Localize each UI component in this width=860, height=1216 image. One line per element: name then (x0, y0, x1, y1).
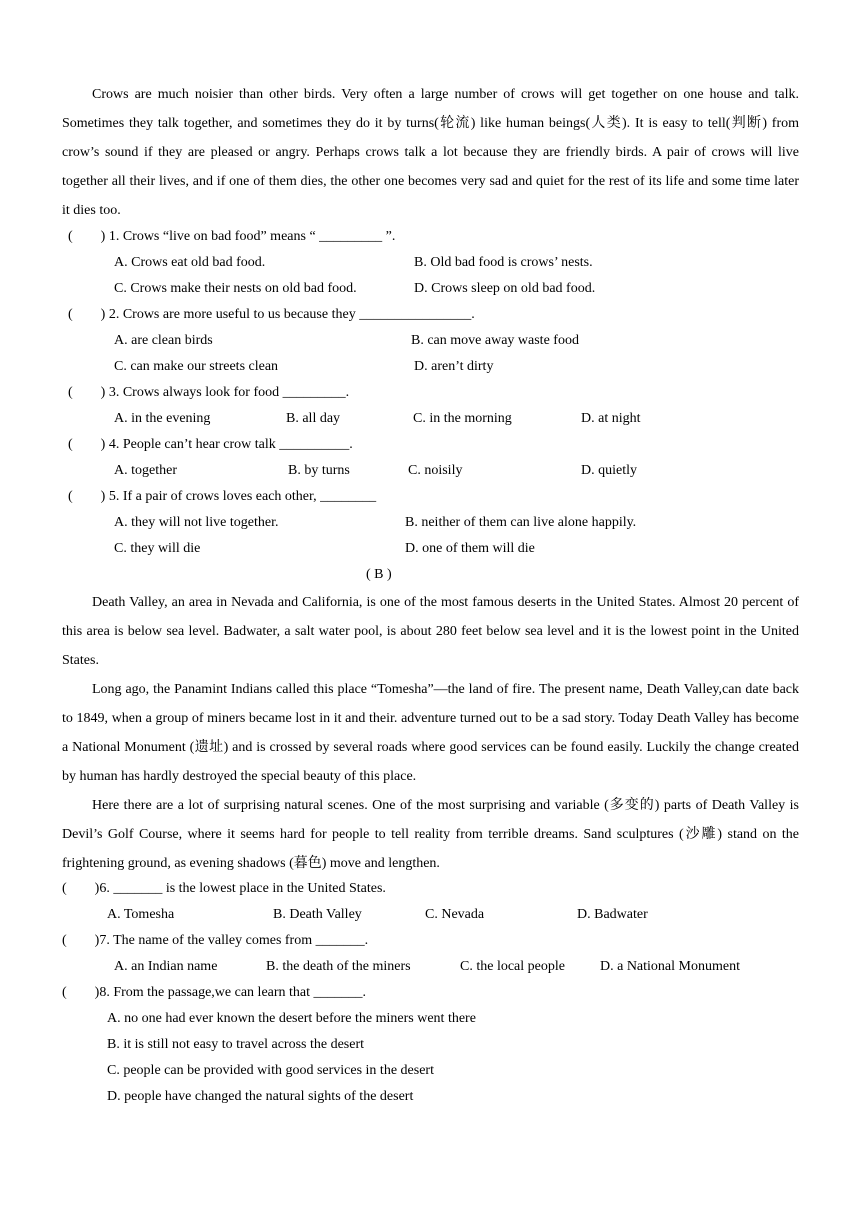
q8-option-d: D. people have changed the natural sights of the desert (107, 1089, 414, 1104)
q4-option-c: C. noisily (408, 463, 463, 478)
question-3: ( ) 3. Crows always look for food _________. (68, 385, 350, 400)
question-4: ( ) 4. People can’t hear crow talk __________. (68, 437, 353, 452)
q3-option-c: C. in the morning (413, 411, 512, 426)
question-6: ( )6. _______ is the lowest place in the United States. (62, 881, 386, 896)
passage-b-paragraph-2: Long ago, the Panamint Indians called this place “Tomesha”—the land of fire. The present name, Death Valley,can date back to 1849, when a group of miners became lost in it and their. adventure turned out to be a sad story. Today Death Valley has become a National Monument (遗址) and is crossed by several roads where good services can be found easily. Luckily the change created by human has hardly destroyed the special beauty of this place. (62, 682, 799, 784)
q8-option-c: C. people can be provided with good services in the desert (107, 1063, 434, 1078)
q1-option-a: A. Crows eat old bad food. (114, 255, 266, 270)
question-7: ( )7. The name of the valley comes from _______. (62, 933, 369, 948)
q4-option-d: D. quietly (581, 463, 637, 478)
q2-option-c: C. can make our streets clean (114, 359, 279, 374)
passage-b-paragraph-1: Death Valley, an area in Nevada and California, is one of the most famous deserts in the United States. Almost 20 percent of this area is below sea level. Badwater, a salt water pool, is about 280 feet below sea level and it is the lowest point in the United States. (62, 595, 799, 668)
q1-option-c: C. Crows make their nests on old bad food. (114, 281, 357, 296)
q5-option-d: D. one of them will die (405, 541, 535, 556)
question-8: ( )8. From the passage,we can learn that _______. (62, 985, 367, 1000)
q7-option-c: C. the local people (460, 959, 565, 974)
q3-option-d: D. at night (581, 411, 641, 426)
question-5: ( ) 5. If a pair of crows loves each other, ________ (68, 489, 377, 504)
q3-option-a: A. in the evening (114, 411, 211, 426)
q7-option-b: B. the death of the miners (266, 959, 411, 974)
q1-option-d: D. Crows sleep on old bad food. (414, 281, 596, 296)
section-b-heading: ( B ) (366, 567, 392, 582)
q1-option-b: B. Old bad food is crows’ nests. (414, 255, 593, 270)
q8-option-b: B. it is still not easy to travel across the desert (107, 1037, 365, 1052)
q5-option-b: B. neither of them can live alone happily. (405, 515, 637, 530)
q6-option-b: B. Death Valley (273, 907, 362, 922)
q2-option-a: A. are clean birds (114, 333, 213, 348)
q7-option-a: A. an Indian name (114, 959, 218, 974)
q2-option-d: D. aren’t dirty (414, 359, 494, 374)
q6-option-a: A. Tomesha (107, 907, 175, 922)
q4-option-b: B. by turns (288, 463, 350, 478)
q7-option-d: D. a National Monument (600, 959, 740, 974)
q4-option-a: A. together (114, 463, 177, 478)
q8-option-a: A. no one had ever known the desert before the miners went there (107, 1011, 476, 1026)
passage-b-paragraph-3: Here there are a lot of surprising natural scenes. One of the most surprising and variable (多变的) parts of Death Valley is Devil’s Golf Course, where it seems hard for people to tell reality from terrible dreams. Sand sculptures (沙雕) stand on the frightening ground, as evening shadows (暮色) move and lengthen. (62, 798, 799, 871)
q5-option-a: A. they will not live together. (114, 515, 279, 530)
question-1: ( ) 1. Crows “live on bad food” means “ _________ ”. (68, 229, 396, 244)
q3-option-b: B. all day (286, 411, 341, 426)
q6-option-d: D. Badwater (577, 907, 648, 922)
q6-option-c: C. Nevada (425, 907, 485, 922)
question-2: ( ) 2. Crows are more useful to us because they ________________. (68, 307, 475, 322)
q5-option-c: C. they will die (114, 541, 201, 556)
q2-option-b: B. can move away waste food (411, 333, 579, 348)
passage-a-paragraph: Crows are much noisier than other birds. Very often a large number of crows will get together on one house and talk. Sometimes they talk together, and sometimes they do it by turns(轮流) like human beings(人类). It is easy to tell(判断) from crow’s sound if they are pleased or angry. Perhaps crows talk a lot because they are friendly birds. A pair of crows will live together all their lives, and if one of them dies, the other one becomes very sad and quiet for the rest of its life and some time later it dies too. (62, 87, 799, 218)
